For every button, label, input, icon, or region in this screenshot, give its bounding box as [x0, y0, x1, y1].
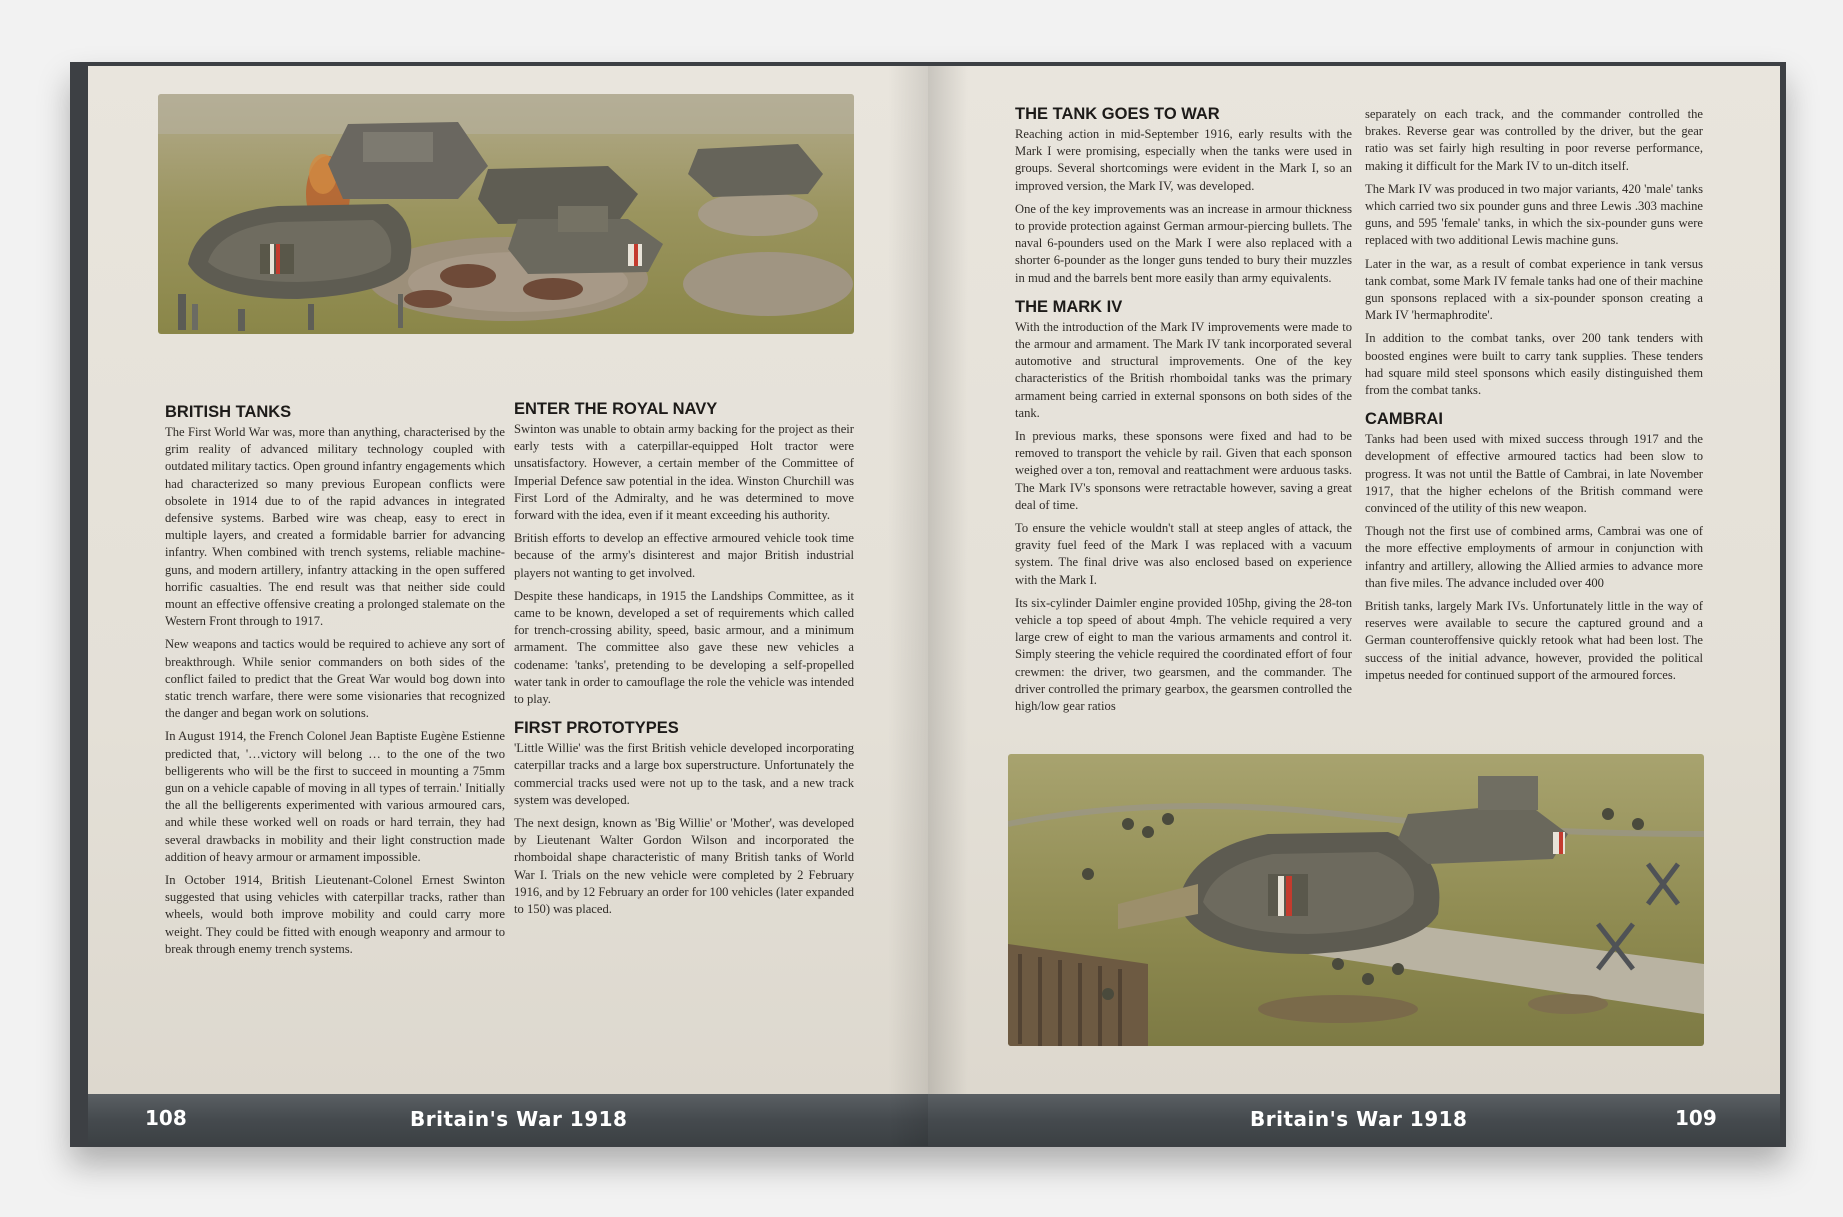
heading-first-prototypes: FIRST PROTOTYPES: [514, 719, 679, 738]
heading-the-tank-goes-to-war: THE TANK GOES TO WAR: [1015, 105, 1220, 123]
paragraph: In previous marks, these sponsons were fixed and had to be removed to transport the vehicle by rail. Given that each sponson weighed over a ton, removal and reattachment were arduous tasks. The Mark IV's sponsons were retractable however, saving a great deal of time.: [1015, 429, 1352, 512]
heading-enter-the-royal-navy: ENTER THE ROYAL NAVY: [514, 400, 718, 418]
paragraph: British efforts to develop an effective armoured vehicle took time because of the army's disinterest and major British industrial players not wanting to get involved.: [514, 531, 854, 580]
paragraph: Though not the first use of combined arms, Cambrai was one of the more effective employments of armour in conjunction with infantry and artillery, allowing the Allied armies to advance more than five miles. The advance included over 400: [1365, 524, 1703, 590]
left-column-2: [514, 399, 854, 924]
paragraph: One of the key improvements was an increase in armour thickness to provide protection against German armour-piercing bullets. The naval 6-pounders used on the Mark I were also replaced with a shorter 6-pounder as the longer guns tended to bury their muzzles in mud and the barrels bent more easily than army equivalents.: [1015, 201, 1352, 285]
right-page-footer: [928, 1094, 1780, 1146]
left-page: [88, 66, 928, 1146]
left-page-footer: [88, 1094, 928, 1146]
paragraph: Despite these handicaps, in 1915 the Landships Committee, as it came to be known, developed a set of requirements which called for trench-crossing ability, speed, basic armour, and a minimum armament. The committee also gave these new vehicles a codename: 'tanks', pretending to be developing a self-propelled water tank in order to camouflage the role the vehicle was intended to play.: [514, 588, 854, 707]
heading-cambrai: CAMBRAI: [1365, 410, 1443, 429]
paragraph: Reaching action in mid-September 1916, early results with the Mark I were promising, especially when the tanks were used in groups. Several shortcomings were evident in the Mark I, so an improved version, the Mark IV, was developed.: [1015, 127, 1352, 193]
paragraph: In addition to the combat tanks, over 200 tank tenders with boosted engines were built to carry tank supplies. These tenders had square mild steel sponsons which easily distinguished them from the combat tanks.: [1365, 331, 1703, 398]
paragraph: separately on each track, and the commander controlled the brakes. Reverse gear was controlled by the driver, but the gear ratio was set fairly high resulting in poor reverse performance, making it difficult for the Mark IV to un-ditch itself.: [1365, 107, 1703, 173]
paragraph: 'Little Willie' was the first British vehicle developed incorporating caterpillar tracks and a large box superstructure. Unfortunately the commercial tracks used were not up to the task, and a new track system was developed.: [514, 741, 854, 807]
paragraph: Later in the war, as a result of combat experience in tank versus tank combat, some Mark IV female tanks had one of their machine gun sponsons replaced with a six-pounder sponson creating a Mark IV 'hermaphrodite'.: [1365, 256, 1703, 323]
paragraph: The Mark IV was produced in two major variants, 420 'male' tanks which carried two six pounder guns and three Lewis .303 machine guns, and 595 'female' tanks, in which the six-pounder guns were replaced with two additional Lewis machine guns.: [1365, 181, 1703, 248]
paragraph: To ensure the vehicle wouldn't stall at steep angles of attack, the gravity fuel feed of the Mark I was replaced with a vacuum system. The final drive was also enclosed based on experience with the Mark I.: [1015, 521, 1352, 587]
paragraph: Swinton was unable to obtain army backing for the project as their early tests with a caterpillar-equipped Holt tractor were unsatisfactory. However, a certain member of the Committee of Imperial Defence saw potential in the idea. Winston Churchill was First Lord of the Admiralty, and he was determined to move forward with the idea, even if it meant exceeding his authority.: [514, 422, 854, 523]
paragraph: In October 1914, British Lieutenant-Colonel Ernest Swinton suggested that using vehicles with caterpillar tracks, rather than wheels, would both improve mobility and could carry more weight. They could be fitted with enough weaponry and armour to break through enemy trench systems.: [165, 873, 505, 956]
paragraph: The next design, known as 'Big Willie' or 'Mother', was developed by Lieutenant Walter Gordon Wilson and incorporated the rhomboidal shape characteristic of many British tanks of World War I. Trials on the new vehicle were completed by 2 February 1916, and by 12 February an order for 100 vehicles (later expanded to 150) was placed.: [514, 816, 854, 917]
running-title: Britain's War 1918: [1250, 1107, 1468, 1131]
page-number: 108: [145, 1106, 187, 1130]
left-column-1: [165, 402, 505, 964]
cambrai-battle-diorama-photo: [1008, 754, 1704, 1046]
paragraph: In August 1914, the French Colonel Jean Baptiste Eugène Estienne predicted that, '…victory will belong … to the one of the two belligerents who will be the first to succeed in mounting a 75mm gun on a vehicle capable of moving in all types of terrain.' Initially the all the belligerents experimented with various armoured cars, and while these worked well on roads or hard terrain, they had several drawbacks in mobility and their light construction made addition of heavy armour or armament impossible.: [165, 729, 505, 864]
heading-the-mark-iv: THE MARK IV: [1015, 297, 1123, 316]
paragraph: Tanks had been used with mixed success through 1917 and the development of effective armoured tactics had been slow to progress. It was not until the Battle of Cambrai, in late November 1917, that the higher echelons of the British command were convinced of the utility of this new weapon.: [1365, 432, 1703, 516]
running-title: Britain's War 1918: [410, 1107, 628, 1131]
page-number: 109: [1675, 1106, 1717, 1130]
right-column-2: [1365, 106, 1703, 690]
heading-british-tanks: BRITISH TANKS: [165, 403, 292, 421]
paragraph: Its six-cylinder Daimler engine provided 105hp, giving the 28-ton vehicle a top speed of about 4mph. The vehicle required a very large crew of eight to man the various armaments and control it. Simply steering the vehicle required the coordinated effort of four crewmen: the driver, two gearsmen, and the commander. The driver controlled the primary gearbox, the gearsmen controlled the high/low gear ratios: [1015, 595, 1352, 714]
paragraph: The First World War was, more than anything, characterised by the grim reality of advanced military technology coupled with outdated military tactics. Open ground infantry engagements which had characterized so many previous European conflicts were obsolete in 1914 due to of the rapid advances in integrated defensive systems. Barbed wire was cheap, easy to erect in multiple layers, and created a formidable barrier for advancing infantry. When combined with trench systems, reliable machine-guns, and modern artillery, infantry attacking in the open suffered horrific casualties. The end result was that neither side could mount an effective offensive creating a prolonged stalemate on the Western Front through to 1917.: [165, 425, 505, 629]
paragraph: New weapons and tactics would be required to achieve any sort of breakthrough. While senior commanders on both sides of the conflict failed to predict that the Great War would bog down into static trench warfare, there were some visionaries that recognized the danger and began work on solutions.: [165, 637, 505, 721]
paragraph: British tanks, largely Mark IVs. Unfortunately little in the way of reserves were available to secure the captured ground and a German counteroffensive quickly retook what had been lost. The success of the initial advance, however, provided the political impetus needed for continued support of the armoured forces.: [1365, 599, 1703, 682]
tank-miniatures-photo: [158, 94, 854, 334]
right-page: [928, 66, 1780, 1146]
paragraph: With the introduction of the Mark IV improvements were made to the armour and armament. The Mark IV tank incorporated several automotive and structural improvements. One of the key characteristics of the British rhomboidal tanks was the primary armament being carried in external sponsons on both sides of the tank.: [1015, 319, 1352, 420]
right-column-1: [1015, 104, 1352, 721]
